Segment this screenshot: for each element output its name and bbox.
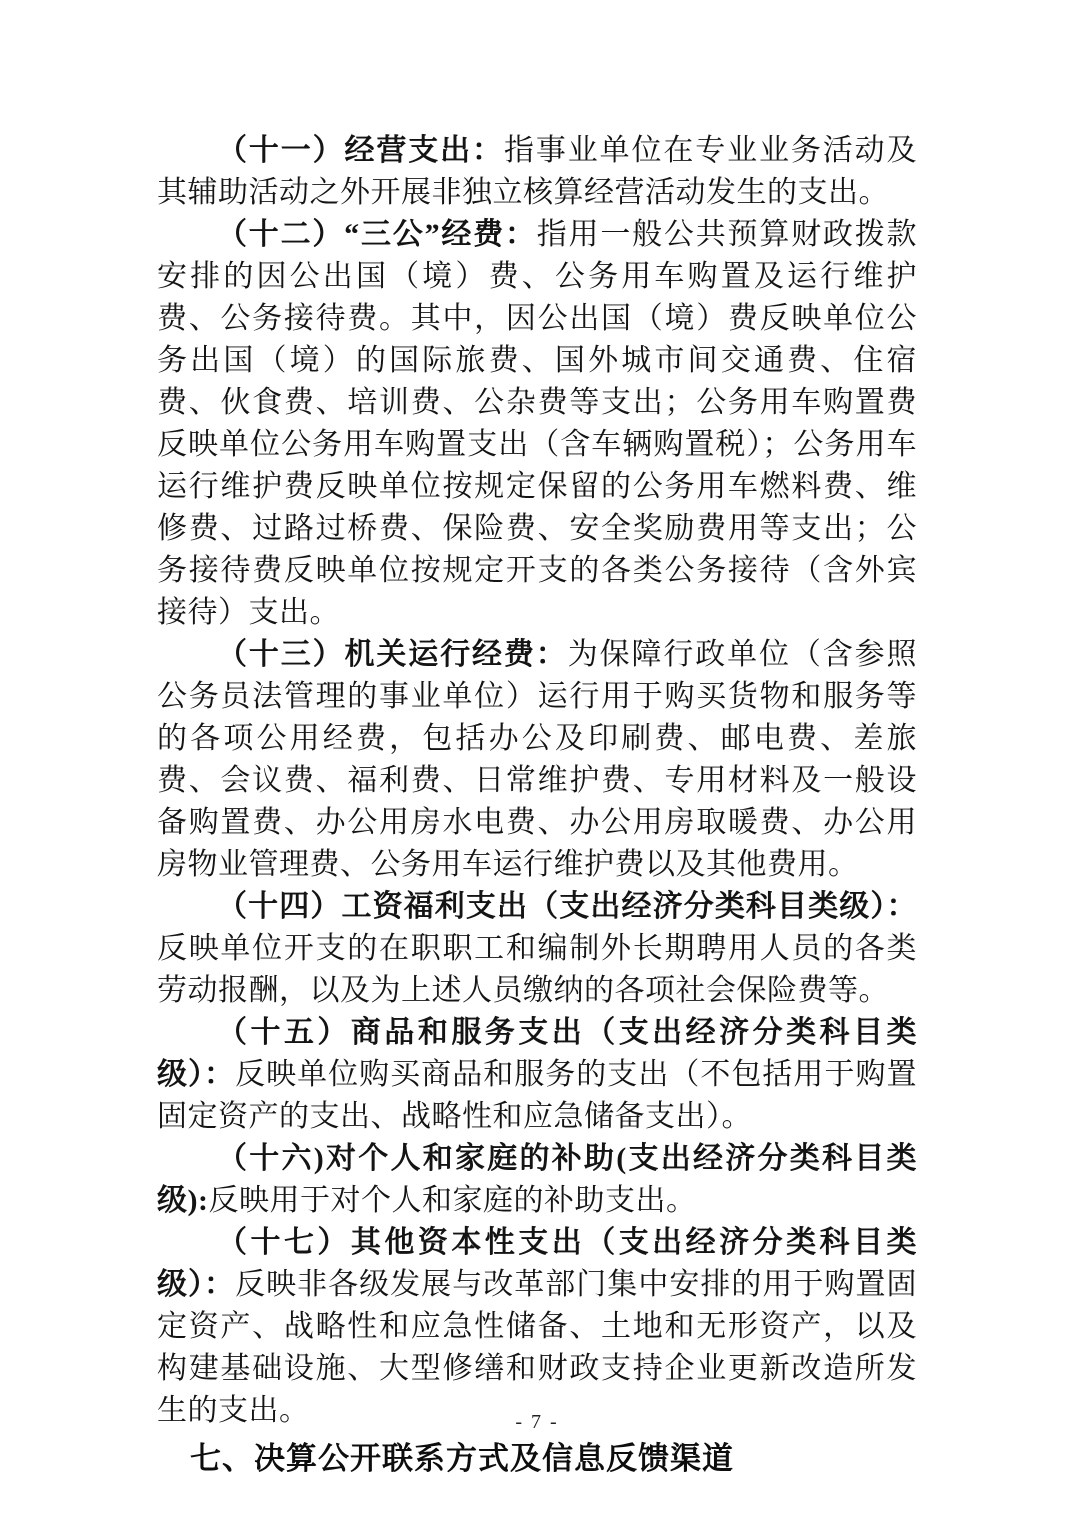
definition-paragraph (157, 1012, 917, 1138)
definition-paragraph (157, 1222, 917, 1432)
definition-paragraph (157, 130, 917, 214)
term-definition: 反映单位购买商品和服务的支出（不包括用于购置固定资产的支出、战略性和应急储备支出）。 (157, 1058, 917, 1133)
section-heading: 七、决算公开联系方式及信息反馈渠道 (190, 1441, 734, 1476)
page-number: - 7 - (515, 1411, 559, 1433)
term-definition: 反映非各级发展与改革部门集中安排的用于购置固定资产、战略性和应急性储备、土地和无形资产，以及构建基础设施、大型修缮和财政支持企业更新改造所发生的支出。 (157, 1268, 917, 1427)
term-label: （十五）商品和服务支出（支出经济分类科目类级）： (157, 1016, 917, 1091)
term-definition: 为保障行政单位（含参照公务员法管理的事业单位）运行用于购买货物和服务等的各项公用经费，包括办公及印刷费、邮电费、差旅费、会议费、福利费、日常维护费、专用材料及一般设备购置费、办公用房水电费、办公用房取暖费、办公用房物业管理费、公务用车运行维护费以及其他费用。 (157, 638, 918, 881)
term-label: （十四）工资福利支出（支出经济分类科目类级）： (217, 890, 917, 923)
term-definition: 指用一般公共预算财政拨款安排的因公出国（境）费、公务用车购置及运行维护费、公务接待费。其中，因公出国（境）费反映单位公务出国（境）的国际旅费、国外城市间交通费、住宿费、伙食费、培训费、公杂费等支出；公务用车购置费反映单位公务用车购置支出（含车辆购置税）；公务用车运行维护费反映单位按规定保留的公务用车燃料费、维修费、过路过桥费、保险费、安全奖励费用等支出；公务接待费反映单位按规定开支的各类公务接待（含外宾接待）支出。 (157, 218, 917, 629)
definition-paragraph (157, 214, 917, 634)
term-definition: 反映单位开支的在职职工和编制外长期聘用人员的各类劳动报酬，以及为上述人员缴纳的各项社会保险费等。 (157, 932, 917, 1007)
definition-paragraph (157, 1138, 917, 1222)
definition-paragraph (157, 634, 917, 886)
term-definition: 反映用于对个人和家庭的补助支出。 (208, 1184, 697, 1217)
document-body (157, 130, 917, 1432)
term-label: （十三）机关运行经费： (217, 638, 568, 671)
term-label: （十二）“三公”经费： (217, 218, 537, 251)
term-label: （十七）其他资本性支出（支出经济分类科目类级）： (157, 1226, 917, 1301)
term-label: （十一）经营支出： (217, 134, 504, 167)
term-label: （十六)对个人和家庭的补助(支出经济分类科目类级): (157, 1142, 917, 1217)
term-definition: 指事业单位在专业业务活动及其辅助活动之外开展非独立核算经营活动发生的支出。 (157, 134, 918, 209)
definition-paragraph (157, 886, 917, 1012)
